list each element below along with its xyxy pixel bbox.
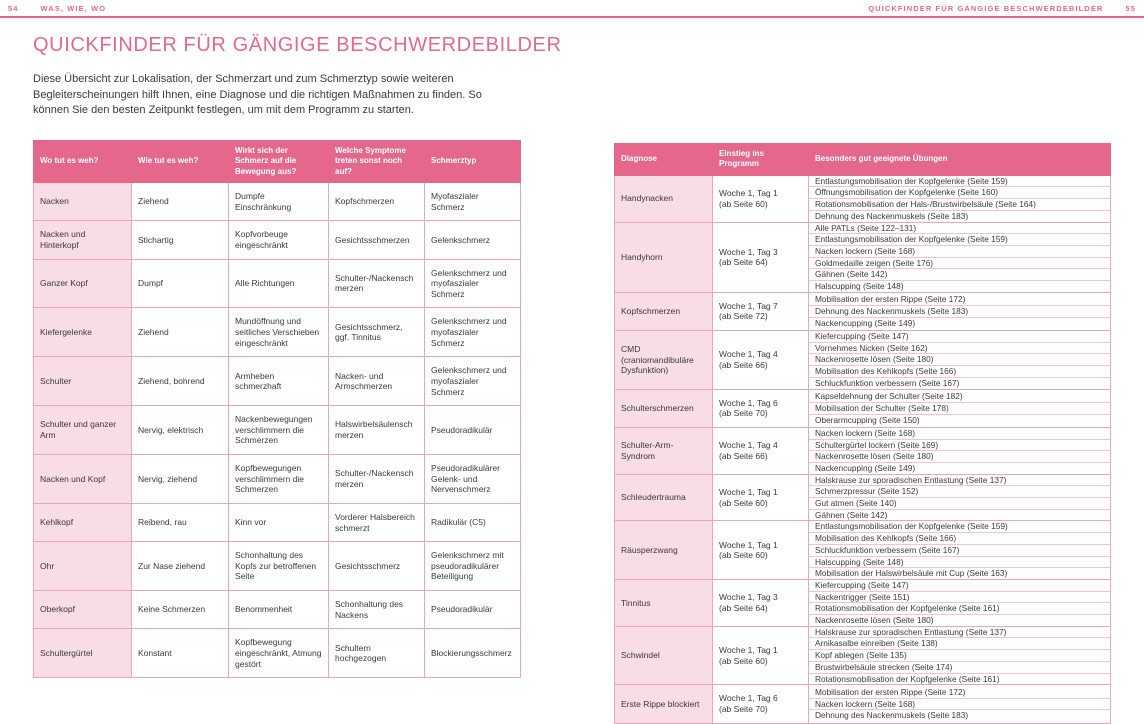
exercise-list [809, 176, 1110, 222]
cell-pain-type: Gelenkschmerz und myofaszialer Schmerz [425, 357, 521, 406]
exercise-item: Schmerzpressur (Seite 152) [809, 486, 1110, 498]
cell-other-symptoms: Vorderer Halsbereich schmerzt [329, 503, 425, 541]
exercise-item: Oberarmcupping (Seite 150) [815, 414, 920, 425]
exercise-item: Kapseldehnung der Schulter (Seite 182) [809, 391, 1110, 403]
cell-diagnosis: Kopfschmerzen [615, 292, 713, 330]
exercise-list [809, 428, 1110, 474]
column-header: Besonders gut geeignete Übungen [809, 144, 1111, 176]
exercise-item: Arnikasalbe einreiben (Seite 138) [809, 638, 1110, 650]
table-row [34, 183, 521, 221]
column-header: Wo tut es weh? [34, 140, 132, 182]
exercise-list [809, 475, 1110, 521]
cell-program-start [713, 389, 809, 427]
cell-exercises [809, 579, 1111, 626]
program-start-page: (ab Seite 64) [719, 602, 768, 613]
exercise-item: Nackentrigger (Seite 151) [809, 592, 1110, 604]
program-start-week: Woche 1, Tag 7 [719, 300, 778, 311]
cell-pain-type: Blockierungsschmerz [425, 629, 521, 678]
exercise-item: Mobilisation des Kehlkopfs (Seite 166) [809, 366, 1110, 378]
exercise-item: Rotationsmobilisation der Kopfgelenke (Seite 161) [815, 673, 1000, 684]
exercise-item: Alle PATLs (Seite 122–131) [809, 223, 1110, 235]
table-row [34, 455, 521, 504]
program-start-week: Woche 1, Tag 1 [719, 539, 778, 550]
exercise-item: Dehnung des Nackenmuskels (Seite 183) [809, 306, 1110, 318]
intro-paragraph: Diese Übersicht zur Lokalisation, der Schmerzart und zum Schmerztyp sowie weiteren Begleiterscheinungen hilft Ihnen, eine Diagnose und die richtigen Maßnahmen zu finden. So können Sie den besten Zeitpunkt festlegen, um mit dem Programm zu starten. [33, 73, 482, 117]
exercise-item: Gähnen (Seite 142) [815, 509, 888, 520]
exercise-item: Nacken lockern (Seite 168) [809, 428, 1110, 440]
exercise-item: Nackencupping (Seite 149) [815, 317, 916, 328]
program-start-page: (ab Seite 60) [719, 550, 768, 561]
table-row [34, 357, 521, 406]
table-row [615, 474, 1111, 521]
running-header [8, 4, 1136, 13]
program-start-page: (ab Seite 64) [719, 257, 768, 268]
cell-pain-quality: Ziehend, bohrend [132, 357, 229, 406]
exercise-list [809, 331, 1110, 389]
program-start-week: Woche 1, Tag 6 [719, 693, 778, 704]
running-header-right [868, 4, 1136, 13]
cell-pain-type: Pseudoradikulär [425, 406, 521, 455]
table-row [34, 308, 521, 357]
cell-pain-quality: Dumpf [132, 259, 229, 308]
exercise-item: Kiefercupping (Seite 147) [809, 331, 1110, 343]
exercise-item: Rotationsmobilisation der Kopfgelenke (Seite 161) [809, 603, 1110, 615]
cell-pain-location: Ohr [34, 542, 132, 591]
exercise-list [809, 521, 1110, 579]
program-start-week: Woche 1, Tag 1 [719, 486, 778, 497]
exercise-item: Halskrause zur sporadischen Entlastung (Seite 137) [809, 627, 1110, 639]
cell-movement-effect: Armheben schmerzhaft [229, 357, 329, 406]
program-start-week: Woche 1, Tag 1 [719, 644, 778, 655]
exercise-item: Vornehmes Nicken (Seite 162) [809, 343, 1110, 355]
cell-other-symptoms: Gesichtsschmerzen [329, 221, 425, 259]
diagnosis-table [614, 143, 1111, 724]
cell-diagnosis: Schulter-Arm-Syndrom [615, 427, 713, 474]
cell-program-start [713, 222, 809, 292]
table-row [34, 629, 521, 678]
cell-pain-location: Nacken [34, 183, 132, 221]
cell-pain-location: Schulter [34, 357, 132, 406]
table-row [615, 331, 1111, 390]
cell-program-start [713, 474, 809, 521]
exercise-item: Entlastungsmobilisation der Kopfgelenke (Seite 159) [809, 521, 1110, 533]
program-start-page: (ab Seite 60) [719, 655, 768, 666]
cell-pain-location: Ganzer Kopf [34, 259, 132, 308]
page-title: QUICKFINDER FÜR GÄNGIGE BESCHWERDEBILDER [33, 34, 562, 56]
cell-exercises [809, 175, 1111, 222]
cell-pain-quality: Zur Nase ziehend [132, 542, 229, 591]
table-row [34, 221, 521, 259]
exercise-item: Nackenrosette lösen (Seite 180) [809, 451, 1110, 463]
cell-exercises [809, 331, 1111, 390]
exercise-item: Nackencupping (Seite 149) [815, 462, 916, 473]
cell-other-symptoms: Gesichtsschmerz, ggf. Tinnitus [329, 308, 425, 357]
exercise-item: Mobilisation der Schulter (Seite 178) [809, 403, 1110, 415]
table-row [615, 521, 1111, 580]
cell-exercises [809, 626, 1111, 685]
cell-movement-effect: Alle Richtungen [229, 259, 329, 308]
exercise-item: Goldmedaille zeigen (Seite 176) [809, 258, 1110, 270]
column-header: Wirkt sich der Schmerz auf die Bewegung aus? [229, 140, 329, 182]
program-start-week: Woche 1, Tag 3 [719, 592, 778, 603]
exercise-item: Halscupping (Seite 148) [809, 557, 1110, 569]
cell-exercises [809, 427, 1111, 474]
exercise-item: Entlastungsmobilisation der Kopfgelenke (Seite 159) [809, 234, 1110, 246]
cell-other-symptoms: Gesichtsschmerz [329, 542, 425, 591]
column-header: Welche Symptome treten sonst noch auf? [329, 140, 425, 182]
cell-exercises [809, 521, 1111, 580]
cell-diagnosis: Schwindel [615, 626, 713, 685]
cell-exercises [809, 222, 1111, 292]
exercise-item: Nacken lockern (Seite 168) [809, 246, 1110, 258]
exercise-item: Schluckfunktion verbessern (Seite 167) [809, 545, 1110, 557]
cell-pain-quality: Ziehend [132, 308, 229, 357]
cell-diagnosis: Handynacken [615, 175, 713, 222]
cell-other-symptoms: Halswirbelsäulenschmerzen [329, 406, 425, 455]
cell-other-symptoms: Nacken- und Armschmerzen [329, 357, 425, 406]
column-header: Wie tut es weh? [132, 140, 229, 182]
cell-pain-quality: Konstant [132, 629, 229, 678]
cell-diagnosis: Schleudertrauma [615, 474, 713, 521]
exercise-item: Dehnung des Nackenmuskels (Seite 183) [815, 710, 969, 721]
exercise-item: Mobilisation der ersten Rippe (Seite 172) [809, 687, 1110, 699]
table-row [615, 579, 1111, 626]
cell-other-symptoms: Schultern hochgezogen [329, 629, 425, 678]
cell-other-symptoms: Schulter-/Nackenschmerzen [329, 259, 425, 308]
table-row [615, 222, 1111, 292]
exercise-list [809, 627, 1110, 685]
exercise-item: Mobilisation der Halswirbelsäule mit Cup (Seite 163) [815, 568, 1008, 579]
cell-pain-location: Schulter und ganzer Arm [34, 406, 132, 455]
cell-pain-quality: Ziehend [132, 183, 229, 221]
column-header: Einstieg ins Programm [713, 144, 809, 176]
cell-pain-location: Kiefergelenke [34, 308, 132, 357]
cell-pain-type: Pseudoradikulär [425, 591, 521, 629]
cell-pain-location: Nacken und Hinterkopf [34, 221, 132, 259]
cell-movement-effect: Kopfbewegung eingeschränkt, Atmung gestört [229, 629, 329, 678]
cell-movement-effect: Kinn vor [229, 503, 329, 541]
table-row [34, 259, 521, 308]
exercise-list [809, 294, 1110, 328]
cell-movement-effect: Benommenheit [229, 591, 329, 629]
left-page [33, 34, 562, 678]
cell-program-start [713, 175, 809, 222]
cell-exercises [809, 474, 1111, 521]
cell-movement-effect: Nackenbewegungen verschlimmern die Schmerzen [229, 406, 329, 455]
program-start-week: Woche 1, Tag 3 [719, 246, 778, 257]
exercise-item: Schultergürtel lockern (Seite 169) [809, 440, 1110, 452]
cell-pain-location: Schultergürtel [34, 629, 132, 678]
cell-pain-quality: Keine Schmerzen [132, 591, 229, 629]
exercise-item: Mobilisation des Kehlkopfs (Seite 166) [809, 533, 1110, 545]
cell-pain-type: Gelenkschmerz mit pseudoradikulärer Beteiligung [425, 542, 521, 591]
cell-other-symptoms: Kopfschmerzen [329, 183, 425, 221]
cell-other-symptoms: Schonhaltung des Nackens [329, 591, 425, 629]
column-header: Diagnose [615, 144, 713, 176]
cell-pain-quality: Nervig, elektrisch [132, 406, 229, 455]
table-row [34, 542, 521, 591]
exercise-item: Öffnungsmobilisation der Kopfgelenke (Seite 160) [809, 187, 1110, 199]
column-header: Schmerztyp [425, 140, 521, 182]
exercise-item: Brustwirbelsäule strecken (Seite 174) [809, 662, 1110, 674]
running-title-left: WAS, WIE, WO [40, 4, 107, 13]
cell-movement-effect: Kopfbewegungen verschlimmern die Schmerzen [229, 455, 329, 504]
cell-pain-type: Gelenkschmerz [425, 221, 521, 259]
exercise-item: Entlastungsmobilisation der Kopfgelenke (Seite 159) [809, 176, 1110, 188]
cell-pain-type: Myofaszialer Schmerz [425, 183, 521, 221]
exercise-item: Dehnung des Nackenmuskels (Seite 183) [815, 210, 969, 221]
page-number-left: 54 [8, 4, 19, 13]
cell-pain-type: Gelenkschmerz und myofaszialer Schmerz [425, 259, 521, 308]
exercise-list [809, 580, 1110, 626]
cell-other-symptoms: Schulter-/Nackenschmerzen [329, 455, 425, 504]
exercise-item: Nackenrosette lösen (Seite 180) [809, 354, 1110, 366]
cell-movement-effect: Mundöffnung und seitliches Verschieben eingeschränkt [229, 308, 329, 357]
cell-program-start [713, 292, 809, 330]
cell-movement-effect: Kopfvorbeuge eingeschränkt [229, 221, 329, 259]
table-row [615, 292, 1111, 330]
program-start-page: (ab Seite 66) [719, 359, 768, 370]
table-row [615, 626, 1111, 685]
exercise-item: Nackenrosette lösen (Seite 180) [815, 615, 934, 626]
program-start-week: Woche 1, Tag 4 [719, 349, 778, 360]
program-start-week: Woche 1, Tag 4 [719, 440, 778, 451]
exercise-item: Gähnen (Seite 142) [809, 269, 1110, 281]
program-start-page: (ab Seite 66) [719, 450, 768, 461]
exercise-item: Nacken lockern (Seite 168) [809, 699, 1110, 711]
exercise-item: Halskrause zur sporadischen Entlastung (Seite 137) [809, 475, 1110, 487]
cell-diagnosis: Handyhorn [615, 222, 713, 292]
cell-program-start [713, 331, 809, 390]
table-row [615, 685, 1111, 723]
right-page [614, 143, 1110, 724]
cell-exercises [809, 685, 1111, 723]
program-start-week: Woche 1, Tag 1 [719, 188, 778, 199]
exercise-list [809, 687, 1110, 721]
running-header-left [8, 4, 106, 13]
table-row [34, 503, 521, 541]
program-start-page: (ab Seite 60) [719, 198, 768, 209]
symptom-table [33, 140, 521, 678]
cell-diagnosis: Räusperzwang [615, 521, 713, 580]
diagnosis-table-body [615, 175, 1111, 723]
exercise-item: Halscupping (Seite 148) [815, 281, 904, 292]
table-row [615, 175, 1111, 222]
exercise-item: Mobilisation der ersten Rippe (Seite 172) [809, 294, 1110, 306]
cell-exercises [809, 389, 1111, 427]
exercise-item: Rotationsmobilisation der Hals-/Brustwirbelsäule (Seite 164) [809, 199, 1110, 211]
cell-program-start [713, 579, 809, 626]
exercise-item: Schluckfunktion verbessern (Seite 167) [815, 377, 960, 388]
exercise-item: Gut atmen (Seite 140) [809, 498, 1110, 510]
cell-movement-effect: Dumpfe Einschränkung [229, 183, 329, 221]
table-row [34, 591, 521, 629]
program-start-page: (ab Seite 70) [719, 703, 768, 714]
exercise-list [809, 391, 1110, 425]
cell-movement-effect: Schonhaltung des Kopfs zur betroffenen Seite [229, 542, 329, 591]
cell-pain-quality: Reibend, rau [132, 503, 229, 541]
cell-program-start [713, 521, 809, 580]
cell-diagnosis: Erste Rippe blockiert [615, 685, 713, 723]
cell-diagnosis: Tinnitus [615, 579, 713, 626]
cell-program-start [713, 685, 809, 723]
table-row [34, 406, 521, 455]
header-rule [0, 16, 1144, 18]
cell-diagnosis: Schulterschmerzen [615, 389, 713, 427]
cell-pain-quality: Stichartig [132, 221, 229, 259]
exercise-item: Kopf ablegen (Seite 135) [809, 650, 1110, 662]
cell-pain-location: Oberkopf [34, 591, 132, 629]
table-row [615, 389, 1111, 427]
program-start-page: (ab Seite 70) [719, 408, 768, 419]
program-start-page: (ab Seite 72) [719, 311, 768, 322]
program-start-page: (ab Seite 60) [719, 497, 768, 508]
cell-pain-location: Nacken und Kopf [34, 455, 132, 504]
cell-pain-type: Pseudoradikulärer Gelenk- und Nervenschmerz [425, 455, 521, 504]
table-row [615, 427, 1111, 474]
cell-program-start [713, 626, 809, 685]
program-start-week: Woche 1, Tag 6 [719, 397, 778, 408]
cell-pain-type: Radikulär (C5) [425, 503, 521, 541]
running-title-right: QUICKFINDER FÜR GÄNGIGE BESCHWERDEBILDER [868, 4, 1104, 13]
exercise-list [809, 223, 1110, 292]
page-number-right: 55 [1125, 4, 1136, 13]
cell-program-start [713, 427, 809, 474]
symptom-table-header-row [34, 140, 521, 182]
cell-pain-quality: Nervig, ziehend [132, 455, 229, 504]
cell-pain-type: Gelenkschmerz und myofaszialer Schmerz [425, 308, 521, 357]
symptom-table-body [34, 183, 521, 678]
diagnosis-table-header-row [615, 144, 1111, 176]
cell-exercises [809, 292, 1111, 330]
cell-diagnosis: CMD (craniomandibuläre Dysfunktion) [615, 331, 713, 390]
cell-pain-location: Kehlkopf [34, 503, 132, 541]
exercise-item: Kiefercupping (Seite 147) [809, 580, 1110, 592]
